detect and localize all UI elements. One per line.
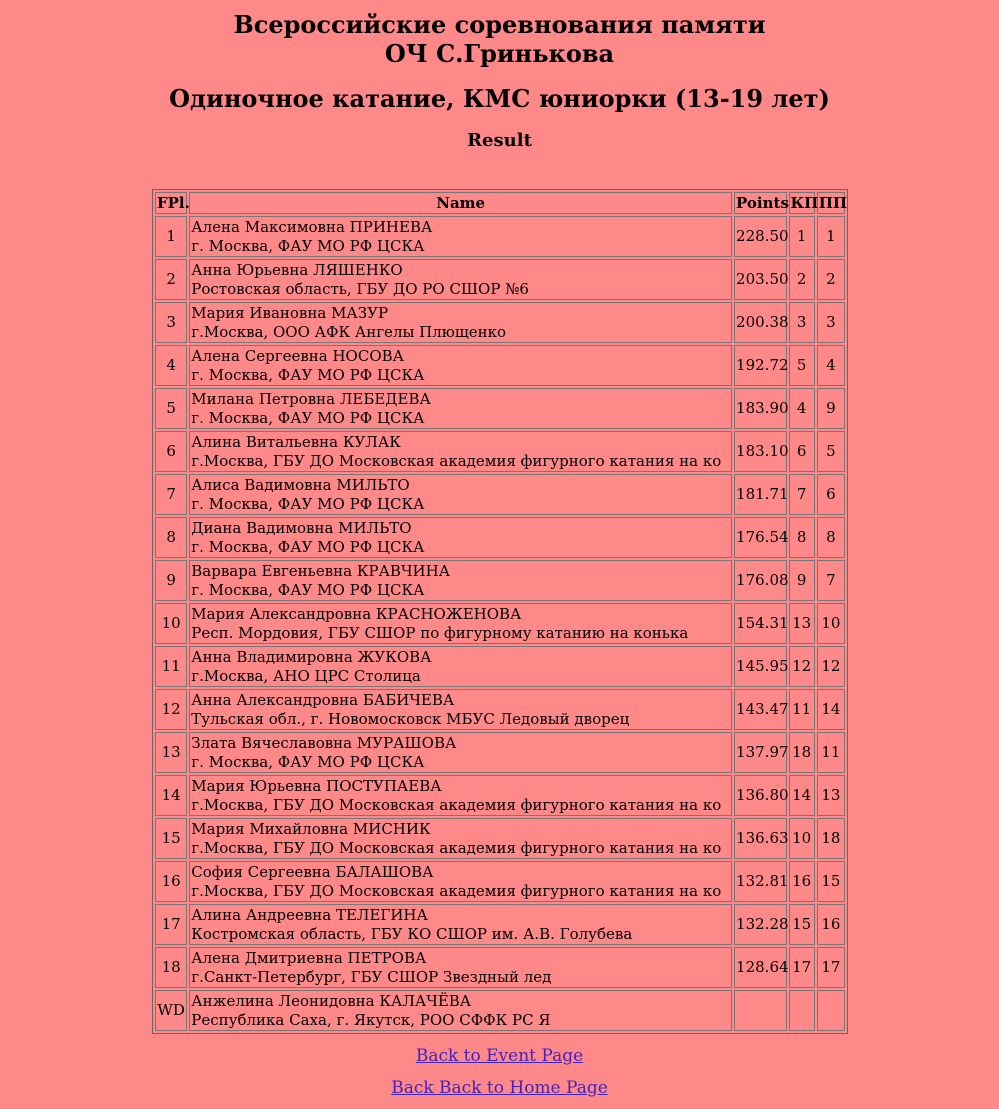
short-program-place-cell: 15 (789, 904, 815, 945)
points-cell: 176.08 (734, 560, 786, 601)
free-skating-place-cell: 17 (817, 947, 845, 988)
skater-cell (189, 904, 732, 945)
page-title (0, 10, 999, 68)
skater-name: Анна Александровна БАБИЧЕВА (191, 690, 455, 709)
points-cell: 200.38 (734, 302, 786, 343)
skater-cell (189, 861, 732, 902)
free-skating-place-cell: 13 (817, 775, 845, 816)
table-row (155, 345, 845, 386)
place-cell: WD (155, 990, 187, 1031)
table-row (155, 646, 845, 687)
skater-name: Мария Ивановна МАЗУР (191, 303, 389, 322)
free-skating-place-cell: 9 (817, 388, 845, 429)
place-cell: 14 (155, 775, 187, 816)
place-cell: 10 (155, 603, 187, 644)
skater-cell (189, 603, 732, 644)
skater-cell (189, 689, 732, 730)
results-table (152, 189, 848, 1034)
skater-cell (189, 388, 732, 429)
skater-club: г. Москва, ФАУ МО РФ ЦСКА (191, 236, 425, 255)
points-cell: 132.81 (734, 861, 786, 902)
free-skating-place-cell: 6 (817, 474, 845, 515)
skater-name: Анна Владимировна ЖУКОВА (191, 647, 432, 666)
skater-club: г.Москва, ГБУ ДО Московская академия фигурного катания на ко (191, 451, 722, 470)
points-cell: 154.31 (734, 603, 786, 644)
skater-club: Тульская обл., г. Новомосковск МБУС Ледовый дворец (191, 709, 630, 728)
free-skating-place-cell: 1 (817, 216, 845, 257)
free-skating-place-cell: 10 (817, 603, 845, 644)
skater-name: Алена Сергеевна НОСОВА (191, 346, 405, 365)
skater-club: г.Москва, ГБУ ДО Московская академия фигурного катания на ко (191, 795, 722, 814)
skater-name: Варвара Евгеньевна КРАВЧИНА (191, 561, 451, 580)
place-cell: 5 (155, 388, 187, 429)
skater-club: г. Москва, ФАУ МО РФ ЦСКА (191, 752, 425, 771)
section-title: Result (467, 130, 532, 151)
short-program-place-cell: 7 (789, 474, 815, 515)
points-cell: 203.50 (734, 259, 786, 300)
header-short-program: КП (790, 194, 819, 212)
free-skating-place-cell: 18 (817, 818, 845, 859)
short-program-place-cell: 10 (789, 818, 815, 859)
skater-cell (189, 560, 732, 601)
skater-name: Алиса Вадимовна МИЛЬТО (191, 475, 410, 494)
short-program-place-cell: 3 (789, 302, 815, 343)
short-program-place-cell: 8 (789, 517, 815, 558)
skater-name: Анжелина Леонидовна КАЛАЧЁВА (191, 991, 472, 1010)
event-title: Одиночное катание, КМС юниорки (13-19 лет) (169, 84, 830, 113)
short-program-place-cell: 9 (789, 560, 815, 601)
skater-cell (189, 990, 732, 1031)
skater-club: Респ. Мордовия, ГБУ СШОР по фигурному катанию на конька (191, 623, 689, 642)
short-program-place-cell: 2 (789, 259, 815, 300)
header-place: FPl. (157, 194, 190, 212)
points-cell: 136.63 (734, 818, 786, 859)
skater-cell (189, 259, 732, 300)
points-cell: 136.80 (734, 775, 786, 816)
table-row (155, 818, 845, 859)
skater-cell (189, 646, 732, 687)
table-row (155, 947, 845, 988)
table-row (155, 431, 845, 472)
points-cell: 132.28 (734, 904, 786, 945)
table-row (155, 689, 845, 730)
skater-club: г.Санкт-Петербург, ГБУ СШОР Звездный лед (191, 967, 552, 986)
skater-name: Милана Петровна ЛЕБЕДЕВА (191, 389, 431, 408)
skater-cell (189, 732, 732, 773)
navigation-links (0, 1045, 999, 1109)
table-row (155, 775, 845, 816)
skater-club: г.Москва, ГБУ ДО Московская академия фигурного катания на ко (191, 838, 722, 857)
competition-title: Всероссийские соревнования памяти ОЧ С.Гринькова (233, 10, 766, 68)
place-cell: 7 (155, 474, 187, 515)
table-row (155, 560, 845, 601)
header-name: Name (189, 192, 732, 214)
place-cell: 17 (155, 904, 187, 945)
points-cell (734, 990, 786, 1031)
points-cell: 145.95 (734, 646, 786, 687)
place-cell: 4 (155, 345, 187, 386)
skater-cell (189, 818, 732, 859)
results-page (0, 10, 999, 1098)
skater-name: Алина Витальевна КУЛАК (191, 432, 401, 451)
place-cell: 13 (155, 732, 187, 773)
table-row (155, 259, 845, 300)
short-program-place-cell: 11 (789, 689, 815, 730)
place-cell: 16 (155, 861, 187, 902)
table-row (155, 517, 845, 558)
skater-cell (189, 947, 732, 988)
free-skating-place-cell: 12 (817, 646, 845, 687)
skater-name: Алина Андреевна ТЕЛЕГИНА (191, 905, 428, 924)
skater-cell (189, 775, 732, 816)
header-free-skating: ПП (818, 194, 848, 212)
skater-club: Костромская область, ГБУ КО СШОР им. А.В. Голубева (191, 924, 633, 943)
points-cell: 143.47 (734, 689, 786, 730)
place-cell: 15 (155, 818, 187, 859)
points-cell: 128.64 (734, 947, 786, 988)
place-cell: 6 (155, 431, 187, 472)
skater-cell (189, 216, 732, 257)
skater-name: Мария Александровна КРАСНОЖЕНОВА (191, 604, 522, 623)
skater-club: г. Москва, ФАУ МО РФ ЦСКА (191, 494, 425, 513)
points-cell: 183.10 (734, 431, 786, 472)
short-program-place-cell: 13 (789, 603, 815, 644)
back-to-home-link[interactable]: Back Back to Home Page (391, 1078, 608, 1098)
free-skating-place-cell: 15 (817, 861, 845, 902)
free-skating-place-cell: 2 (817, 259, 845, 300)
table-row (155, 302, 845, 343)
short-program-place-cell: 1 (789, 216, 815, 257)
table-row (155, 603, 845, 644)
back-to-event-link[interactable]: Back to Event Page (415, 1046, 584, 1066)
skater-club: г.Москва, ООО АФК Ангелы Плющенко (191, 322, 507, 341)
table-row (155, 861, 845, 902)
skater-cell (189, 345, 732, 386)
table-row (155, 732, 845, 773)
table-row (155, 216, 845, 257)
free-skating-place-cell (817, 990, 845, 1031)
skater-name: Алена Дмитриевна ПЕТРОВА (191, 948, 427, 967)
points-cell: 183.90 (734, 388, 786, 429)
free-skating-place-cell: 5 (817, 431, 845, 472)
skater-cell (189, 431, 732, 472)
free-skating-place-cell: 7 (817, 560, 845, 601)
skater-club: г. Москва, ФАУ МО РФ ЦСКА (191, 537, 425, 556)
points-cell: 137.97 (734, 732, 786, 773)
table-header-row (155, 192, 845, 214)
skater-club: г. Москва, ФАУ МО РФ ЦСКА (191, 580, 425, 599)
table-row (155, 388, 845, 429)
short-program-place-cell: 17 (789, 947, 815, 988)
place-cell: 9 (155, 560, 187, 601)
table-row (155, 474, 845, 515)
header-points: Points (736, 194, 789, 212)
free-skating-place-cell: 4 (817, 345, 845, 386)
short-program-place-cell: 18 (789, 732, 815, 773)
skater-name: Диана Вадимовна МИЛЬТО (191, 518, 412, 537)
skater-club: г.Москва, ГБУ ДО Московская академия фигурного катания на ко (191, 881, 722, 900)
short-program-place-cell: 5 (789, 345, 815, 386)
place-cell: 1 (155, 216, 187, 257)
free-skating-place-cell: 14 (817, 689, 845, 730)
skater-name: Мария Михайловна МИСНИК (191, 819, 431, 838)
short-program-place-cell (789, 990, 815, 1031)
place-cell: 8 (155, 517, 187, 558)
place-cell: 12 (155, 689, 187, 730)
table-row (155, 990, 845, 1031)
short-program-place-cell: 6 (789, 431, 815, 472)
place-cell: 11 (155, 646, 187, 687)
skater-club: г. Москва, ФАУ МО РФ ЦСКА (191, 365, 425, 384)
place-cell: 18 (155, 947, 187, 988)
skater-name: Анна Юрьевна ЛЯШЕНКО (191, 260, 403, 279)
points-cell: 181.71 (734, 474, 786, 515)
skater-club: Ростовская область, ГБУ ДО РО СШОР №6 (191, 279, 529, 298)
skater-name: София Сергеевна БАЛАШОВА (191, 862, 434, 881)
skater-cell (189, 517, 732, 558)
points-cell: 176.54 (734, 517, 786, 558)
skater-club: г. Москва, ФАУ МО РФ ЦСКА (191, 408, 425, 427)
free-skating-place-cell: 8 (817, 517, 845, 558)
points-cell: 228.50 (734, 216, 786, 257)
skater-club: г.Москва, АНО ЦРС Столица (191, 666, 421, 685)
short-program-place-cell: 16 (789, 861, 815, 902)
table-row (155, 904, 845, 945)
skater-cell (189, 302, 732, 343)
skater-cell (189, 474, 732, 515)
place-cell: 3 (155, 302, 187, 343)
short-program-place-cell: 14 (789, 775, 815, 816)
short-program-place-cell: 12 (789, 646, 815, 687)
place-cell: 2 (155, 259, 187, 300)
free-skating-place-cell: 16 (817, 904, 845, 945)
skater-name: Мария Юрьевна ПОСТУПАЕВА (191, 776, 442, 795)
points-cell: 192.72 (734, 345, 786, 386)
results-body (155, 216, 845, 1031)
skater-name: Злата Вячеславовна МУРАШОВА (191, 733, 457, 752)
free-skating-place-cell: 11 (817, 732, 845, 773)
short-program-place-cell: 4 (789, 388, 815, 429)
skater-club: Республика Саха, г. Якутск, РОО СФФК РС Я (191, 1010, 551, 1029)
skater-name: Алена Максимовна ПРИНЕВА (191, 217, 433, 236)
free-skating-place-cell: 3 (817, 302, 845, 343)
